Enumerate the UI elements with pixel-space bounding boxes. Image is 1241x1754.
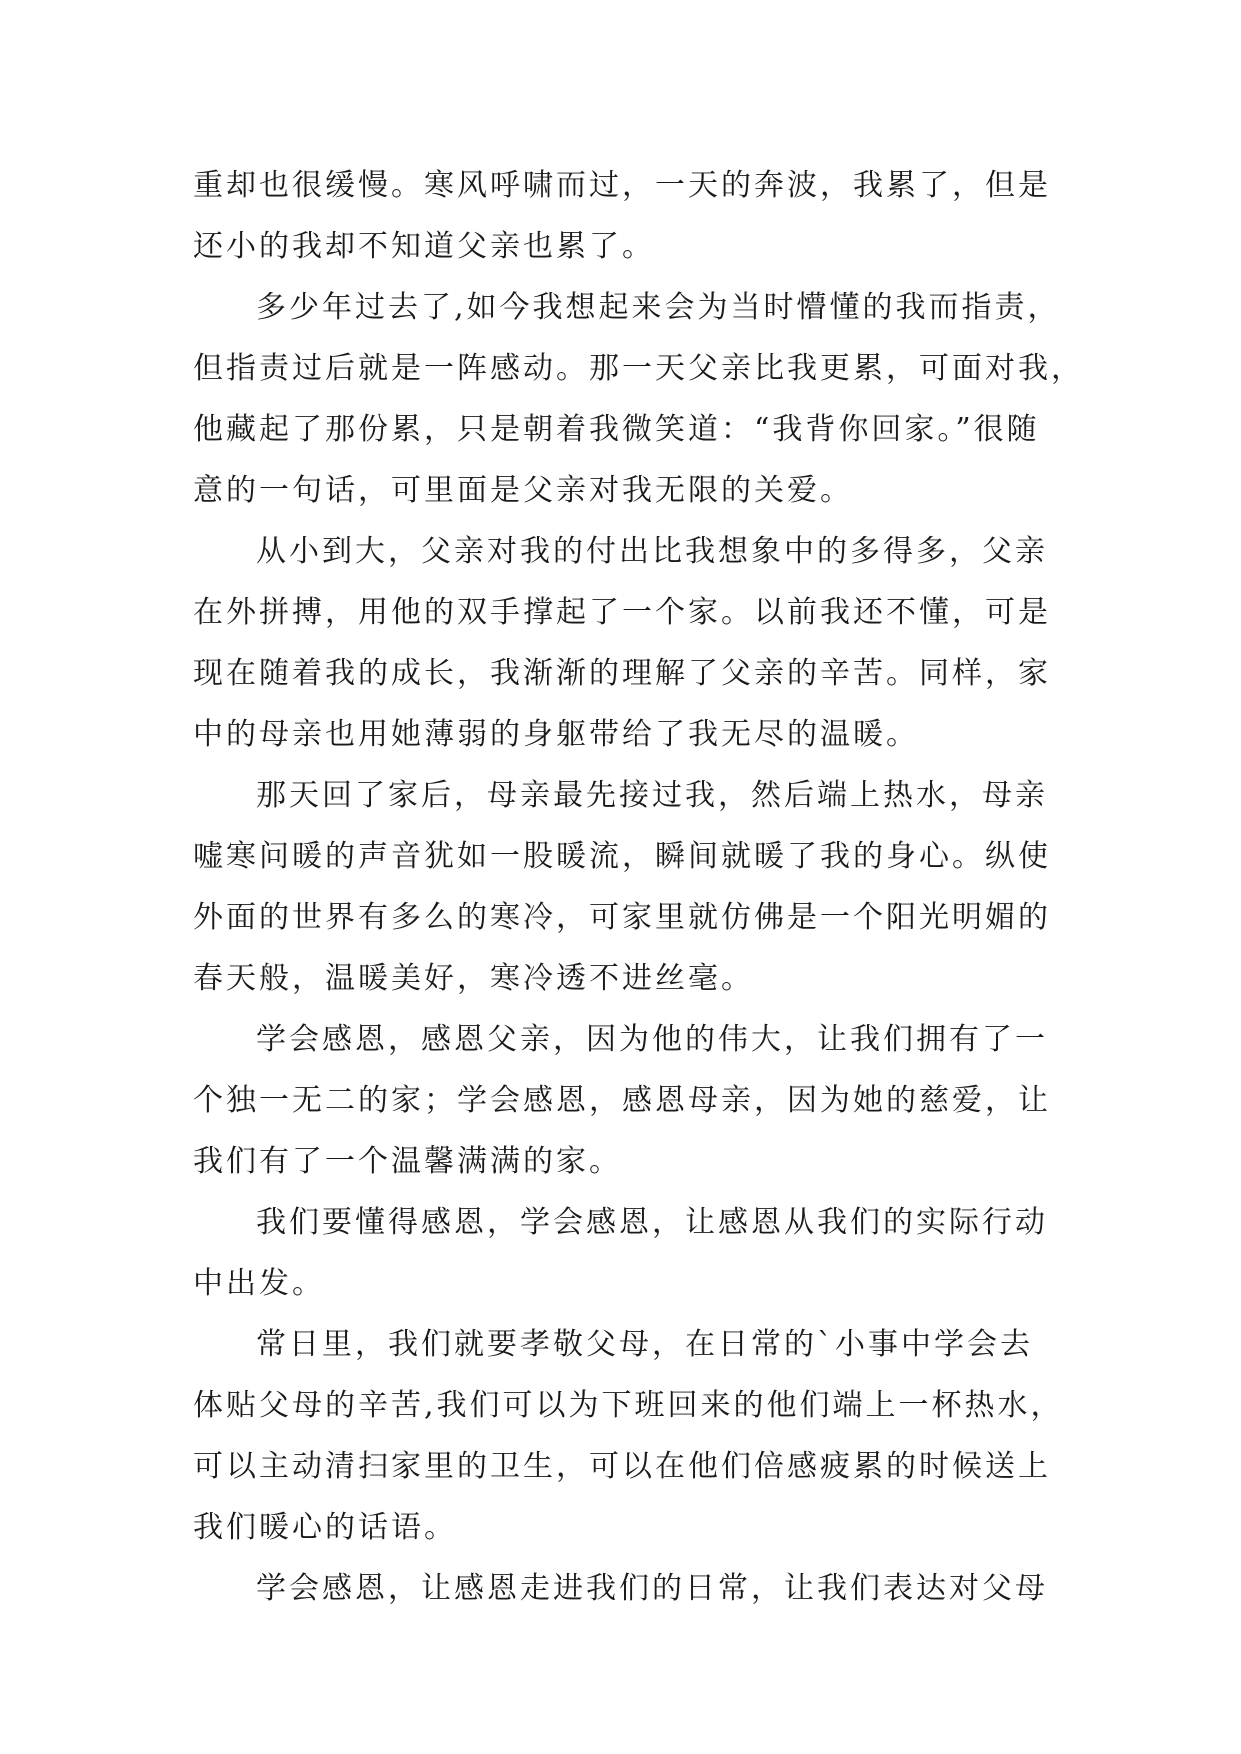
- text-line: 意的一句话，可里面是父亲对我无限的关爱。: [193, 473, 853, 508]
- text-line: 我们要懂得感恩，学会感恩，让感恩从我们的实际行动: [256, 1205, 1048, 1240]
- text-line: 常日里，我们就要孝敬父母，在日常的`小事中学会去: [256, 1327, 1033, 1362]
- text-line: 嘘寒问暖的声音犹如一股暖流，瞬间就暖了我的身心。纵使: [193, 839, 1051, 874]
- text-line: 我们暖心的话语。: [193, 1510, 457, 1545]
- text-line: 在外拼搏，用他的双手撑起了一个家。以前我还不懂，可是: [193, 595, 1051, 630]
- text-line: 我们有了一个温馨满满的家。: [193, 1144, 622, 1179]
- text-line: 学会感恩，让感恩走进我们的日常，让我们表达对父母: [256, 1571, 1048, 1606]
- text-line: 他藏起了那份累，只是朝着我微笑道：“我背你回家。”很随: [193, 412, 1040, 447]
- text-line: 外面的世界有多么的寒冷，可家里就仿佛是一个阳光明媚的: [193, 900, 1051, 935]
- text-line: 多少年过去了,如今我想起来会为当时懵懂的我而指责，: [256, 290, 1061, 325]
- text-line: 还小的我却不知道父亲也累了。: [193, 229, 655, 264]
- body-text: [193, 155, 1093, 1619]
- text-line: 中的母亲也用她薄弱的身躯带给了我无尽的温暖。: [193, 717, 919, 752]
- text-line: 但指责过后就是一阵感动。那一天父亲比我更累，可面对我，: [193, 351, 1084, 386]
- text-line: 可以主动清扫家里的卫生，可以在他们倍感疲累的时候送上: [193, 1449, 1051, 1484]
- text-line: 个独一无二的家；学会感恩，感恩母亲，因为她的慈爱，让: [193, 1083, 1051, 1118]
- text-line: 现在随着我的成长，我渐渐的理解了父亲的辛苦。同样，家: [193, 656, 1051, 691]
- text-line: 春天般，温暖美好，寒冷透不进丝毫。: [193, 961, 754, 996]
- text-line: 体贴父母的辛苦,我们可以为下班回来的他们端上一杯热水，: [193, 1388, 1064, 1423]
- text-line: 那天回了家后，母亲最先接过我，然后端上热水，母亲: [256, 778, 1048, 813]
- text-line: 从小到大，父亲对我的付出比我想象中的多得多，父亲: [256, 534, 1048, 569]
- text-line: 重却也很缓慢。寒风呼啸而过，一天的奔波，我累了，但是: [193, 168, 1051, 203]
- text-line: 学会感恩，感恩父亲，因为他的伟大，让我们拥有了一: [256, 1022, 1048, 1057]
- text-line: 中出发。: [193, 1266, 325, 1301]
